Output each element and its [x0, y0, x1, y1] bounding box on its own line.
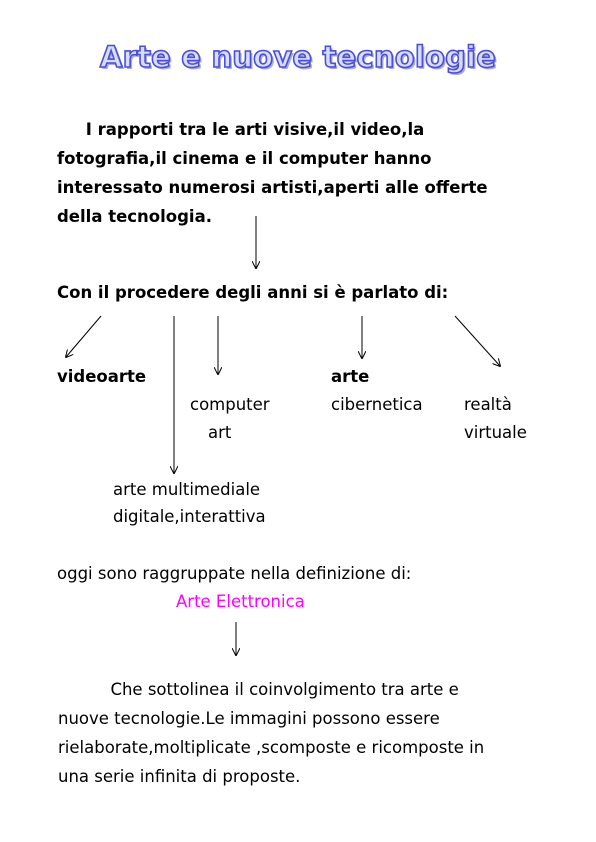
- conclusion-line: una serie infinita di proposte.: [58, 767, 301, 786]
- branch-multimediale-line2: digitale,interattiva: [113, 507, 266, 526]
- intro-line: interessato numerosi artisti,aperti alle offerte: [57, 178, 488, 197]
- branch-multimediale-line1: arte multimediale: [113, 480, 261, 499]
- intro-line: fotografia,il cinema e il computer hanno: [57, 149, 432, 168]
- arrow-to-realta-virtuale: [455, 316, 500, 366]
- branch-realta-virtuale-line1: realtà: [464, 395, 512, 414]
- branch-arte-cibernetica-line1: arte: [331, 367, 370, 386]
- conclusion-line: Che sottolinea il coinvolgimento tra arte e: [58, 680, 459, 699]
- intro-line: della tecnologia.: [57, 207, 212, 226]
- conclusion-line: nuove tecnologie.Le immagini possono essere: [58, 709, 440, 728]
- branch-arte-cibernetica-line2: cibernetica: [331, 395, 423, 414]
- branch-videoarte: videoarte: [57, 367, 147, 386]
- intro-line: I rapporti tra le arti visive,il video,la: [57, 120, 425, 139]
- branch-computer-art-line2: art: [208, 423, 232, 442]
- subheading: Con il procedere degli anni si è parlato di:: [57, 283, 449, 302]
- arrow-to-videoarte: [66, 316, 101, 357]
- branch-computer-art-line1: computer: [190, 395, 270, 414]
- page-title: Arte e nuove tecnologie: [99, 40, 497, 74]
- conclusion-line: rielaborate,moltiplicate ,scomposte e ricomposte in: [58, 738, 485, 757]
- highlight-term: Arte Elettronica: [176, 592, 305, 611]
- grouping-text: oggi sono raggruppate nella definizione di:: [57, 564, 412, 583]
- branch-realta-virtuale-line2: virtuale: [464, 423, 527, 442]
